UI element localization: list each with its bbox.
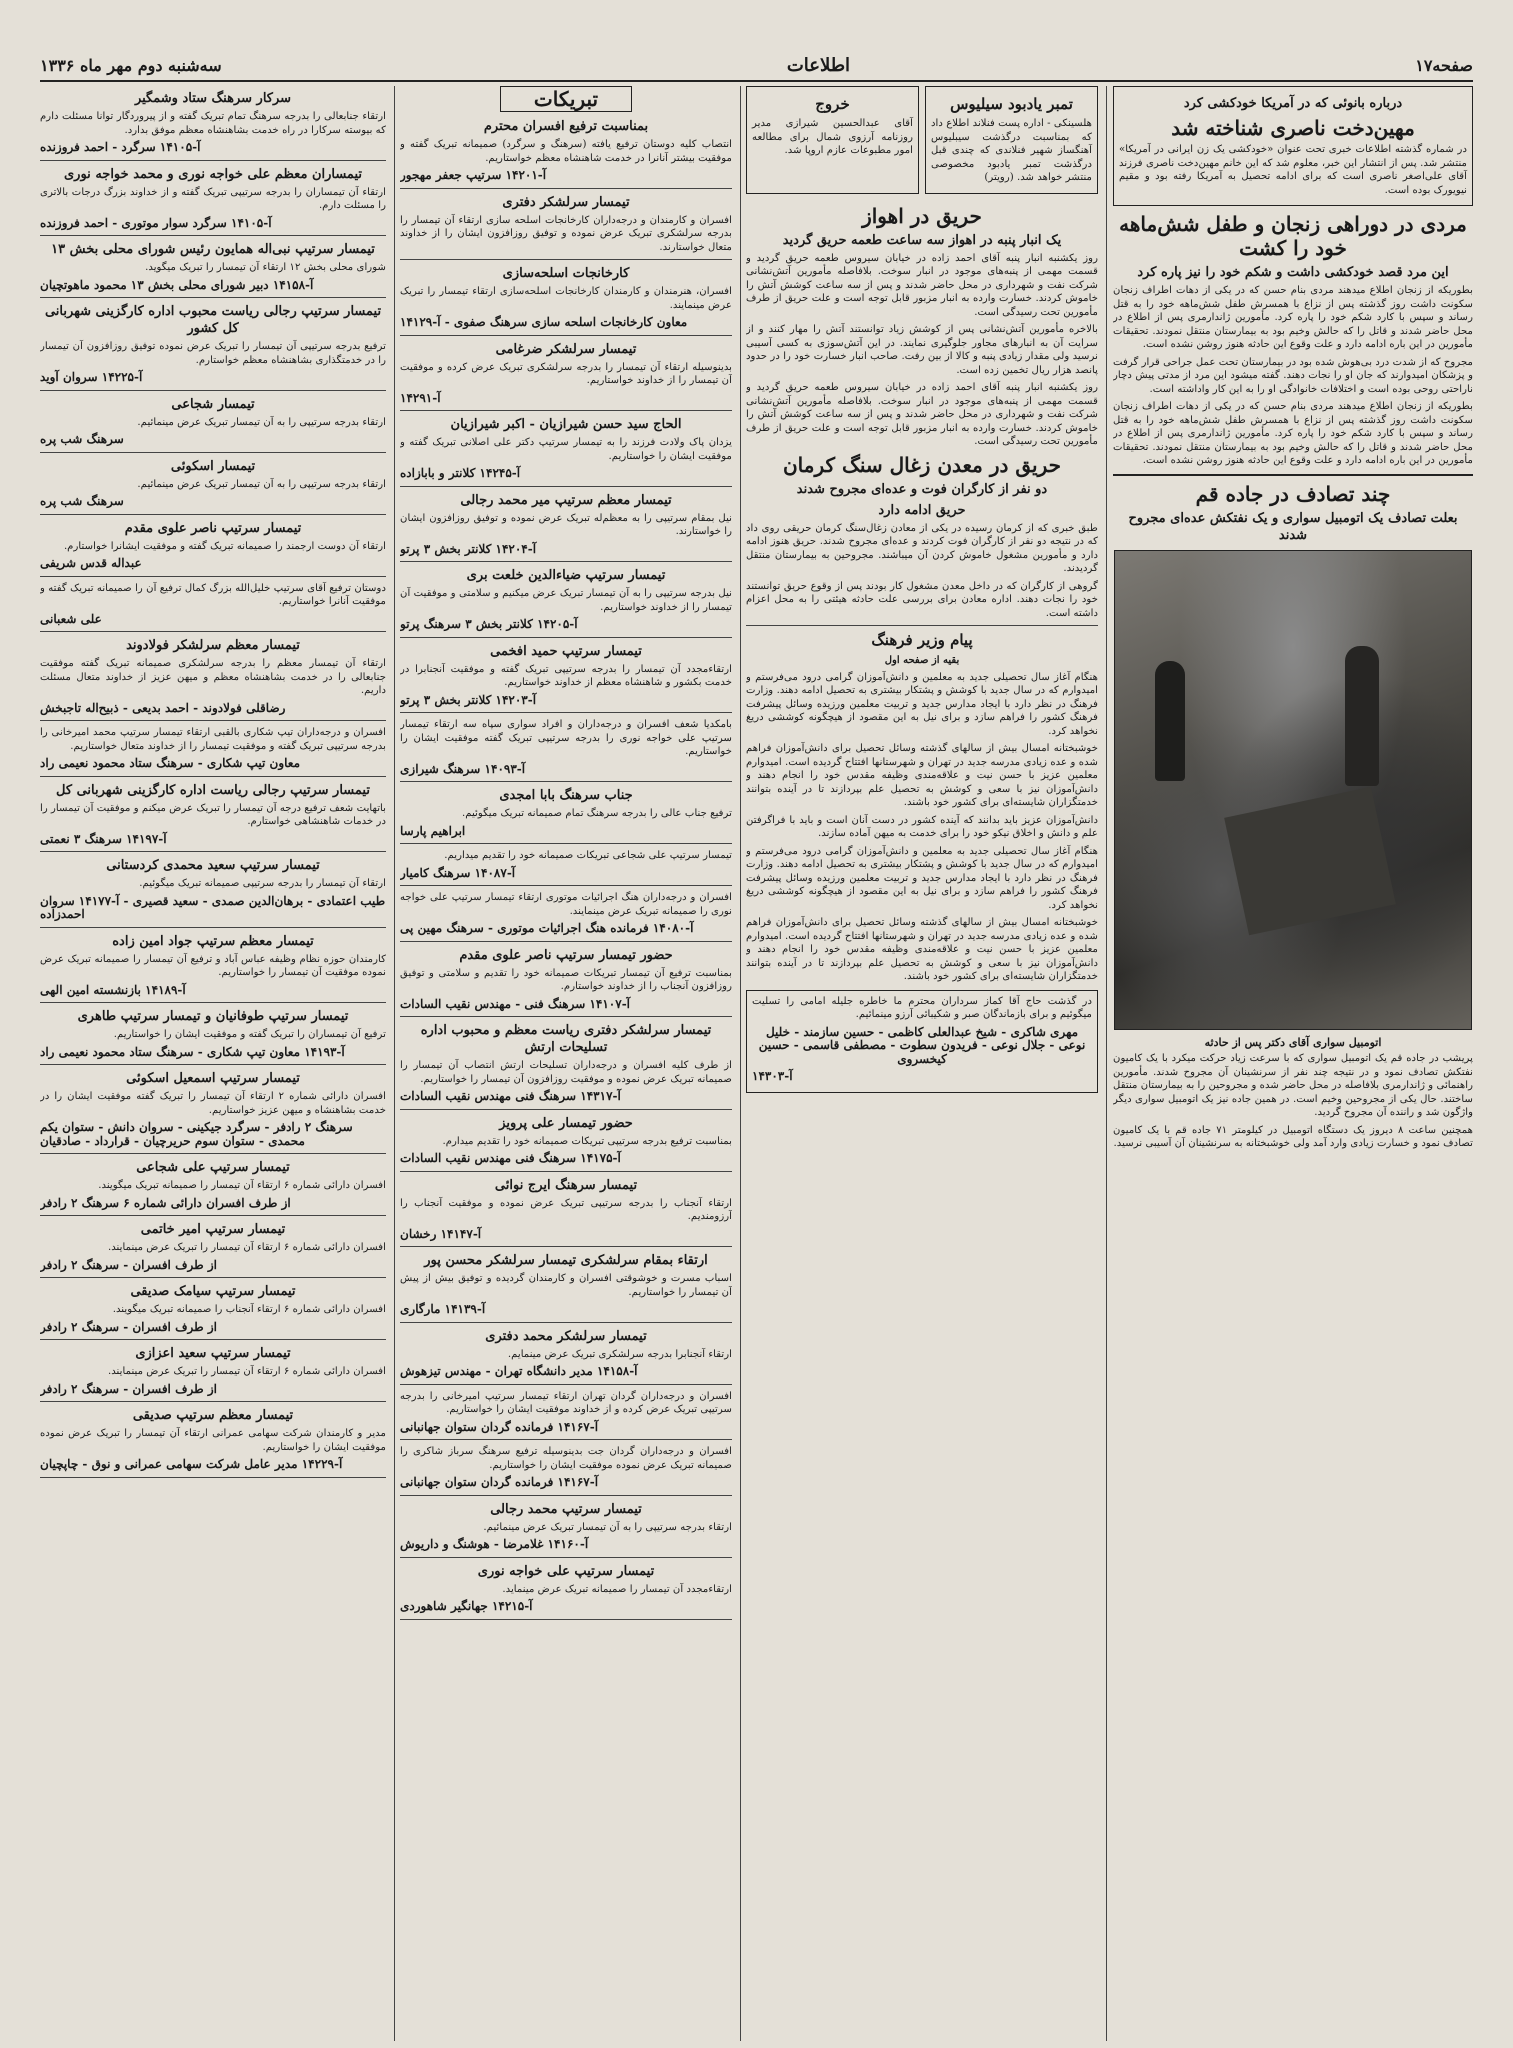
notice-signature: آ-۱۴۲۰۵ کلانتر بخش ۳ سرهنگ پرتو <box>400 617 578 631</box>
congrat-notice <box>40 1159 386 1216</box>
notice-signature: آ-۱۴۲۲۵ سروان آوید <box>40 370 143 384</box>
divider <box>40 1477 386 1478</box>
notice-signature: از طرف افسران - سرهنگ ۲ رادفر <box>40 1381 217 1396</box>
notice-signature: عبداله قدس شریفی <box>40 556 142 570</box>
condolence-ad <box>746 990 1098 1093</box>
notice-signature: آ-۱۴۱۵۸ دبیر شورای محلی بخش ۱۳ محمود ماهوتچیان <box>40 277 314 292</box>
notice-body: افسران و درجه‌داران گردان جت بدینوسیله ترفیع سرهنگ سرباز شاکری را صمیمانه تبریک عرض نموده موفقیت ایشان را خواستاریم. <box>400 1446 732 1471</box>
divider <box>400 941 732 942</box>
article-body: طبق خبری که از کرمان رسیده در یکی از معادن زغال‌سنگ کرمان حریقی روی داد که در نتیجه دو نفر از کارگران فوت کردند و عده‌ای مجروح شدند. حریق هنوز ادامه دارد و مأمورین مشغول خاموش کردن آن میباشند. مجروحین به بیمارستان منتقل گردیدند. <box>746 522 1098 574</box>
divider <box>400 885 732 886</box>
divider <box>40 390 386 391</box>
article-body: گروهی از کارگران که در داخل معدن مشغول کار بودند پس از وقوع حریق توانستند خود را نجات دهند. اداره معادن برای بررسی علت حادثه هیئتی را به محل اعزام داشته است. <box>746 580 1098 619</box>
notice-signature: آ-۱۴۱۰۵ سرگرد سوار موتوری - احمد فروزنده <box>40 215 272 230</box>
newspaper-name: اطلاعات <box>786 54 851 76</box>
accident-photo <box>1114 550 1472 1030</box>
notice-body: تیمسار سرتیپ علی شجاعی تبریکات صمیمانه خود را تقدیم میداریم. <box>444 850 732 861</box>
divider <box>40 1339 386 1340</box>
divider <box>40 1277 386 1278</box>
divider <box>400 486 732 487</box>
article-body: خوشبختانه امسال بیش از سالهای گذشته وسائل تحصیل برای دانش‌آموزان فراهم شده و عده زیادی مدرسه جدید در تهران و شهرستانها افتتاح گردیده است. امیدوارم معلمین عزیز با حسن نیت و علاقه‌مندی وظیفه مقدس خود را انجام دهند و دانش‌آموزان نیز با سعی و کوشش به تحصیل علم بپردازند تا در آینده بتوانند خدمتگزاران شایسته‌ای برای کشور خود باشند. <box>746 743 1098 808</box>
article-body: همچنین ساعت ۸ دیروز یک دستگاه اتومبیل در کیلومتر ۷۱ جاده قم با یک کامیون تصادف نمود و خسارت زیادی وارد آمد ولی خوشبختانه به سرنشینان آن آسیبی نرسید. <box>1113 1124 1473 1149</box>
notice-body: دوستان ترفیع آقای سرتیپ خلیل‌الله بزرگ کمال ترفیع آن را صمیمانه تبریک گفته و موفقیت آنانرا خواستاریم. <box>40 582 386 607</box>
notice-heading: تیمسار سرتیپ نبی‌اله همایون رئیس شورای محلی بخش ۱۳ <box>51 242 375 257</box>
box-title: تمبر یادبود سیلیوس <box>950 95 1073 113</box>
divider <box>40 235 386 236</box>
notice-body: ترفیع جناب عالی را بدرجه سرهنگ تمام صمیمانه تبریک میگوئیم. <box>461 808 732 819</box>
headline-zanjan: مردی در دوراهی زنجان و طفل شش‌ماهه خود را کشت <box>1119 212 1467 260</box>
notice-heading: سرکار سرهنگ ستاد وشمگیر <box>134 91 292 106</box>
notice-heading: بمناسبت ترفیع افسران محترم <box>483 119 649 134</box>
divider <box>400 1171 732 1172</box>
congrat-notice <box>400 1501 732 1558</box>
box-departure <box>746 86 919 194</box>
notice-heading: تیمسار سرلشکر دفتری <box>502 194 630 210</box>
notice-body: افسران و درجه‌داران هنگ اجرائیات موتوری ارتقاء تیمسار سرتیپ علی خواجه نوری را صمیمانه تبریک عرض مینمایند. <box>400 892 732 917</box>
column-rule <box>1106 86 1107 2041</box>
ad-code: آ-۱۴۳۰۳ <box>752 1069 793 1083</box>
notice-body: ارتقاء بدرجه سرتیپی را به آن تیمسار تبریک عرض مینمائیم. <box>137 416 386 428</box>
divider <box>400 1322 732 1323</box>
notice-heading: تیمسار سرهنگ ایرج نوائی <box>494 1177 638 1193</box>
notice-heading: تیمسار معظم سرتیپ میر محمد رجالی <box>460 492 672 508</box>
ad-text: در گذشت حاج آقا کماز سرداران محترم ما خاطره جلیله امامی را تسلیت میگوئیم و برای بازماندگان صبر و شکیبائی آرزو مینمائیم. <box>752 995 1092 1020</box>
column-rule <box>394 86 395 2041</box>
notice-signature: آ-۱۴۱۶۷ فرمانده گردان ستوان جهانبانی <box>400 1419 599 1434</box>
notice-body: ارتقاء بدرجه سرتیپی را به آن تیمسار تبریک عرض مینمائیم. <box>483 1521 732 1533</box>
notice-body: بامکدیا شعف افسران و درجه‌داران و افراد سواری سپاه سه ارتقاء تیمسار سرتیپ علی خواجه نوری را بدرجه سرتیپی تبریک گفته موفقیت ایشان را خواستاریم. <box>400 719 732 757</box>
notice-body: ارتقاء آن تیمسار را بدرجه سرتیپی صمیمانه تبریک میگوئیم. <box>139 878 386 889</box>
notice-body: ارتقاء جنابعالی را بدرجه سرهنگ تمام تبریک گفته و از پیروردگار توانا مسئلت دارم که بیوسته سرکارا در راه خدمت بشاهنشاه معظم موفق بدارد. <box>40 111 386 136</box>
notice-body: افسران دارائی شماره ۶ ارتقاء آن تیمسار را تبریک عرض مینمایند. <box>107 1242 386 1253</box>
notice-signature: آ-۱۴۱۰۵ سرگرد - احمد فروزنده <box>40 140 201 154</box>
notice-body: ارتقاء آن تیمسار معظم را بدرجه سرلشکری صمیمانه تبریک گفته موفقیت جنابعالی را در خدمت بشاهنشاه معظم و میهن عزیز از خداوند متعال مسئلت داریم. <box>40 658 386 696</box>
notice-signature: آ-۱۴۱۳۹ مارگاری <box>400 1302 486 1316</box>
notice-signature: آ-۱۴۰۸۰ فرمانده هنگ اجرائیات موتوری - سرهنگ مهین پی <box>400 921 694 935</box>
notice-signature: علی شعبانی <box>40 611 102 626</box>
article-body: روز یکشنبه انبار پنبه آقای احمد زاده در خیابان سیروس طعمه حریق گردید و قسمت مهمی از پنبه‌های موجود در انبار سوخت. بلافاصله مأمورین آتش‌نشانی شرکت نفت و شهرداری در محل حاضر شدند و پس از سه ساعت کوشش آتش را خاموش کردند. خسارت وارده به انبار مزبور قابل توجه است و علت حریق از طرف مأمورین تحت رسیدگی است. <box>746 252 1098 318</box>
notice-body: باتهایت شعف ترفیع درجه آن تیمسار را تبریک عرض میکنم و موفقیت آن تیمسار را در خدمات شاهنشاهی خواستارم. <box>40 802 386 827</box>
page-header <box>40 50 1473 82</box>
congrat-notice <box>400 1563 732 1620</box>
divider <box>40 1153 386 1154</box>
notice-body: ارتقاء بدرجه سرتیپی را به آن تیمسار تبریک عرض مینمائیم. <box>137 478 386 490</box>
notice-body: افسران دارائی شماره ۶ ارتقاء آن تیمسار را تبریک عرض مینمایند. <box>107 1366 386 1377</box>
congrat-notice <box>400 643 732 714</box>
notice-heading: الحاج سید حسن شیرازیان - اکبر شیرازیان <box>450 417 682 432</box>
notice-heading: تیمسار سرتیپ طوفانیان و تیمسار سرتیپ طاهری <box>77 1009 349 1024</box>
article-body: دانش‌آموزان عزیز باید بدانند که آینده کشور در دست آنان است و باید با فراگرفتن علم و دانش و اخلاق نیکو خود را برای خدمت به میهن آماده سازند. <box>746 814 1098 839</box>
notice-heading: تیمسار سرلشکر دفتری ریاست معظم و محبوب اداره تسلیحات ارتش <box>420 1023 712 1055</box>
article-body: هنگام آغاز سال تحصیلی جدید به معلمین و دانش‌آموزان گرامی درود می‌فرستم و امیدوارم که در سال جدید با کوشش و پشتکار بیشتری به تحصیل ادامه دهند. وزارت فرهنگ در نظر دارد با ایجاد مدارس جدید و تربیت معلمین ورزیده وسائل پیشرفت فرهنگ کشور را فراهم سازد و برای نیل به این مقصود از هیچگونه کوششی دریغ نخواهد کرد. <box>746 845 1098 911</box>
divider <box>40 631 386 632</box>
divider <box>400 1557 732 1558</box>
section-title: تبریکات <box>500 86 632 112</box>
notice-heading: تیمسار سرتیپ علی خواجه نوری <box>477 1563 655 1579</box>
congrat-notice <box>400 265 732 336</box>
headline-qom: چند تصادف در جاده قم <box>1195 481 1391 506</box>
congrat-notice <box>40 303 386 391</box>
page-number: صفحه۱۷ <box>1415 55 1473 75</box>
notice-body: شورای محلی بخش ۱۲ ارتقاء آن تیمسار را تبریک میگوید. <box>145 262 386 273</box>
notice-body: انتصاب کلیه دوستان ترفیع یافته (سرهنگ و سرگرد) صمیمانه تبریک گفته و موفقیت بیشتر آنانرا در خدمت شاهنشاه معظم خواستاریم. <box>400 139 732 164</box>
notice-signature: آ-۱۴۲۱۵ جهانگیر شاهوردی <box>400 1599 533 1613</box>
continued-note: بقیه از صفحه اول <box>884 655 960 666</box>
divider <box>400 410 732 411</box>
notice-heading: تیمسار سرلشکر ضرغامی <box>495 341 637 357</box>
headline-kerman: حریق در معدن زغال سنگ کرمان <box>782 452 1062 477</box>
photo-caption: اتومبیل سواری آقای دکتر پس از حادثه <box>1204 1035 1382 1049</box>
notice-body: بمناسبت ترفیع آن تیمسار تبریکات صمیمانه خود را تقدیم و سلامتی و توفیق روزافزون آنجناب را از خداوند خواستارم. <box>400 967 732 992</box>
notice-heading: تیمسار اسکوئی <box>170 458 256 474</box>
column-news-1 <box>1113 86 1473 2046</box>
congrat-notice <box>40 1008 386 1065</box>
divider <box>40 514 386 515</box>
kicker: درباره بانوئی که در آمریکا خودکشی کرد <box>1183 96 1403 111</box>
photo-figure <box>1345 646 1379 786</box>
notice-heading: تیمساران معظم علی خواجه نوری و محمد خواجه نوری <box>64 166 362 182</box>
notice-heading: تیمسار معظم سرتیپ جواد امین زاده <box>112 933 314 949</box>
notice-heading: تیمسار سرتیپ رجالی ریاست محبوب اداره کارگزینی شهربانی کل کشور <box>44 304 382 336</box>
notice-body: افسران دارائی شماره ۶ ارتقاء آنجناب را صمیمانه تبریک میگویند. <box>112 1304 386 1315</box>
divider <box>400 1016 732 1017</box>
divider <box>400 637 732 638</box>
congrat-notice <box>40 1070 386 1154</box>
congrat-notice <box>400 1252 732 1323</box>
notice-body: ارتقاءمجدد آن تیمسار را صمیمانه تبریک عرض مینماید. <box>502 1583 732 1595</box>
notice-signature: معاون کارخانجات اسلحه سازی سرهنگ صفوی - آ-۱۴۱۲۹ <box>400 315 688 329</box>
headline-minister: پیام وزیر فرهنگ <box>871 631 973 649</box>
article-body: روز یکشنبه انبار پنبه آقای احمد زاده در خیابان سیروس طعمه حریق گردید و قسمت مهمی از پنبه‌های موجود در انبار سوخت. بلافاصله مأمورین آتش‌نشانی شرکت نفت و شهرداری در محل حاضر شدند و پس از سه ساعت کوشش آتش را خاموش کردند. خسارت وارده به انبار مزبور قابل توجه است و علت حریق از طرف مأمورین تحت رسیدگی است. <box>746 382 1098 447</box>
congrat-notice <box>40 1407 386 1478</box>
congrat-notice <box>400 891 732 942</box>
divider <box>400 1619 732 1620</box>
congrat-notice <box>40 1283 386 1340</box>
divider <box>40 576 386 577</box>
divider <box>400 781 732 782</box>
notice-heading: تیمسار سرتیپ سیامک صدیقی <box>130 1284 296 1299</box>
notice-signature: ابراهیم پارسا <box>400 823 466 838</box>
divider <box>400 843 732 844</box>
column-congratulations <box>400 86 732 2046</box>
photo-figure <box>1155 661 1185 781</box>
subhead-qom: بعلت تصادف یک اتومبیل سواری و یک نفتکش عده‌ای مجروح شدند <box>1128 510 1458 543</box>
notice-body: ترفیع آن تیمساران را تبریک گفته و موفقیت ایشان را خواستاریم. <box>113 1029 386 1040</box>
congrat-notice <box>40 726 386 777</box>
notice-body: ارتقاء آنجناب را بدرجه سرتیپی تبریک عرض نموده و موفقیت آنجناب را آرزومندیم. <box>400 1197 732 1222</box>
notice-heading: کارخانجات اسلحه‌سازی <box>502 266 630 281</box>
notice-signature: آ-۱۴۲۲۹ مدیر عامل شرکت سهامی عمرانی و نوق - چاپچیان <box>40 1457 343 1471</box>
congrat-notice <box>400 194 732 261</box>
photo-wreck <box>1224 786 1396 935</box>
congrat-notice <box>400 1445 732 1496</box>
congrat-notice <box>40 782 386 853</box>
notice-signature: آ-۱۴۱۰۷ سرهنگ فنی - مهندس نقیب السادات <box>400 996 631 1011</box>
notice-heading: تیمسار سرتیپ علی شجاعی <box>136 1160 290 1175</box>
column-news-2 <box>746 86 1098 2046</box>
notice-signature: آ-۱۴۱۶۷ فرمانده گردان ستوان جهانبانی <box>400 1475 599 1489</box>
notice-body: ارتقاء آن تیمساران را بدرجه سرتیپی تبریک گفته و از خداوند بزرگ درجات بالاتری را مسئلت دارم. <box>40 186 386 211</box>
notice-signature: آ-۱۴۱۹۷ سرهنگ ۳ نعمتی <box>40 831 167 846</box>
divider <box>400 712 732 713</box>
notice-body: ترفیع بدرجه سرتیپی آن تیمسار را تبریک عرض نموده توفیق روزافزون آن تیمسار را در خدمتگذاری بشاهنشاه معظم خواستارم. <box>40 341 386 366</box>
notice-heading: تیمسار سرتیپ سعید محمدی کردستانی <box>106 858 320 873</box>
issue-date: سه‌شنبه دوم مهر ماه ۱۳۳۶ <box>40 55 222 75</box>
divider <box>400 259 732 260</box>
article-body: پریشب در جاده قم یک اتومبیل سواری که با سرعت زیاد حرکت میکرد با یک کامیون نفتکش تصادف نمود و در نتیجه چند نفر از سرنشینان آن مجروح شدند. مأمورین راهنمائی و ژاندارمری بلافاصله در محل حاضر شده و مجروحین را به بیمارستان منتقل ساختند. حال یکی از مجروحین وخیم است. در همین جاده نیز یک اتومبیل سواری دیگر واژگون شد و راننده آن مجروح گردید. <box>1113 1053 1473 1118</box>
congrat-notice <box>40 933 386 1004</box>
box-body: هلسینکی - اداره پست فنلاند اطلاع داد که بمناسبت درگذشت سیبلیوس آهنگساز شهیر فنلاندی که چندی قبل درگذشت تمبر یادبود مخصوصی منتشر خواهد شد. (رویتر) <box>931 118 1092 183</box>
congrat-notice <box>40 637 386 721</box>
divider <box>40 927 386 928</box>
divider <box>400 1384 732 1385</box>
notice-signature: آ-۱۴۱۹۳ معاون تیپ شکاری - سرهنگ ستاد محمود نعیمی راد <box>40 1044 345 1059</box>
notice-signature: آ-۱۴۱۸۹ بازنشسته امین الهی <box>40 982 186 997</box>
notice-signature: معاون تیپ شکاری - سرهنگ ستاد محمود نعیمی راد <box>40 756 301 770</box>
notice-signature: سرهنگ شب پره <box>40 494 124 508</box>
article-body: بالاخره مأمورین آتش‌نشانی پس از کوشش زیاد توانستند آتش را مهار کنند و از سرایت آن به انبارهای مجاور جلوگیری نمایند. در این آتش‌سوزی به کسی آسیبی نرسید ولی مقدار زیادی پنبه و کالا از بین رفت. صاحب انبار خسارت خود را در حدود پانصد هزار ریال تخمین زده است. <box>746 324 1098 376</box>
headline: مهین‌دخت ناصری شناخته شد <box>1171 116 1415 140</box>
notice-body: ارتقاء آنجنابرا بدرجه سرلشکری تبریک عرض مینمایم. <box>507 1348 732 1360</box>
notice-heading: تیمسار سرتیپ ضیاءالدین خلعت بری <box>466 568 666 583</box>
notice-body: نیل بدرجه سرتیپی را به آن تیمسار تبریک عرض میکنیم و سلامتی و موفقیت آن تیمسار را از خداوند خواستاریم. <box>400 588 732 613</box>
congrat-notice <box>400 1177 732 1248</box>
story-mahindokht <box>1113 86 1473 206</box>
box-body: آقای عبدالحسین شیرازی مدیر روزنامه آرزوی شمال برای مطالعه امور مطبوعات عازم اروپا شد. <box>752 118 913 156</box>
notice-heading: تیمسار سرتیپ امیر خاتمی <box>140 1222 286 1237</box>
notice-signature: سرهنگ ۲ رادفر - سرگرد جیکینی - سروان دانش - ستوان یکم محمدی - ستوان سوم حریرچیان - قرارداد - صادقیان <box>40 1120 353 1148</box>
notice-heading: تیمسار سرتیپ سعید اعزازی <box>135 1346 291 1361</box>
divider <box>40 1401 386 1402</box>
notice-body: مدیر و کارمندان شرکت سهامی عمرانی ارتقاء آن تیمسار را تبریک عرض نموده موفقیت ایشان را خواستاریم. <box>40 1428 386 1453</box>
congrat-notice <box>400 416 732 487</box>
notice-heading: حضور تیمسار علی پرویز <box>499 1115 633 1131</box>
divider <box>40 1064 386 1065</box>
notice-body: کارمندان حوزه نظام وظیفه عباس آباد و ترفیع آن تیمسار را صمیمانه تبریک عرض نموده موفقیت آن تیمسار را خواستاریم. <box>40 953 386 978</box>
congrat-notice <box>40 90 386 161</box>
notice-body: یزدان پاک ولادت فرزند را به تیمسار سرتیپ دکتر علی اصلانی تبریک گفته و موفقیت ایشان را خواستاریم. <box>400 437 732 462</box>
notice-body: نیل بمقام سرتیپی را به معظم‌له تبریک عرض نموده و توفیق روزافزون ایشان را خواستارند. <box>400 512 732 537</box>
notice-body: اسباب مسرت و خوشوقتی افسران و کارمندان گردیده و توفیق بیش از پیش آن تیمسار را خواستاریم. <box>400 1273 732 1298</box>
notice-heading: تیمسار شجاعی <box>171 396 255 412</box>
notice-signature: طیب اعتمادی - برهان‌الدین صمدی - سعید قصیری - آ-۱۴۱۷۷ سروان احمدزاده <box>40 893 386 921</box>
notice-heading: تیمسار سرلشکر محمد دفتری <box>485 1328 647 1344</box>
notice-body: افسران و کارمندان و درجه‌داران کارخانجات اسلحه سازی ارتقاء آن تیمسار را بدرجه سرلشکری تبریک عرض نموده و توفیق روزافزون ایشان را از خداوند متعال خواستارند. <box>400 214 732 253</box>
divider <box>400 335 732 336</box>
congrat-notice <box>400 1390 732 1441</box>
notice-signature: آ-۱۴۳۱۷ سرهنگ فنی مهندس نقیب السادات <box>400 1089 621 1103</box>
headline-ahvaz: حریق در اهواز <box>862 203 982 228</box>
notice-body: افسران و درجه‌داران گردان تهران ارتقاء تیمسار سرتیپ امیرخانی را بدرجه سرتیپی تبریک عرض کرده و از خداوند موفقیت ایشان را خواستاریم. <box>400 1390 732 1415</box>
divider <box>40 1002 386 1003</box>
article-body: هنگام آغاز سال تحصیلی جدید به معلمین و دانش‌آموزان گرامی درود می‌فرستم و امیدوارم که در سال جدید با کوشش و پشتکار بیشتری به تحصیل ادامه دهند. وزارت فرهنگ در نظر دارد با ایجاد مدارس جدید و تربیت معلمین ورزیده وسائل پیشرفت فرهنگ کشور را فراهم سازد و برای نیل به این مقصود از هیچگونه کوششی دریغ نخواهد کرد. <box>746 671 1098 737</box>
divider <box>40 776 386 777</box>
congrat-notice <box>400 787 732 844</box>
notice-signature: آ-۱۴۲۰۳ کلانتر بخش ۳ پرتو <box>400 692 537 707</box>
notice-body: ارتقاء آن دوست ارجمند را صمیمانه تبریک گفته و موفقیت ایشانرا خواستارم. <box>63 540 386 552</box>
subhead-kerman-2: حریق ادامه دارد <box>878 502 966 518</box>
notice-heading: تیمسار سرتیپ رجالی ریاست اداره کارگزینی شهربانی کل <box>56 782 370 798</box>
notice-body: بدینوسیله ارتقاء آن تیمسار را بدرجه سرلشکری تبریک عرض کرده و موفقیت آن تیمسار را از خداوند خواستاریم. <box>400 361 732 386</box>
article-body: بطوریکه از زنجان اطلاع میدهند مردی بنام حسن که در یکی از دهات اطراف زنجان سکونت داشت روز گذشته پس از نزاع با همسرش طفل شش‌ماهه خود را به قتل رساند و سپس با کارد شکم خود را پاره کرد. مأمورین ژاندارمری پس از اطلاع در محل حاضر شدند و قاتل را که حالش وخیم بود به بیمارستان منتقل نمودند. تحقیقات مأمورین در این باره ادامه دارد و علت وقوع این حادثه هنوز روشن نشده است. <box>1113 401 1473 466</box>
notice-heading: تیمسار سرتیپ ناصر علوی مقدم <box>124 520 302 536</box>
notice-body: از طرف کلیه افسران و درجه‌داران تسلیحات ارتش انتصاب آن تیمسار را صمیمانه تبریک عرض نموده و موفقیت روزافزون آن تیمسار را خواستاریم. <box>400 1060 732 1085</box>
congrat-notice <box>400 1328 732 1385</box>
notice-body: ارتقاءمجدد آن تیمسار را بدرجه سرتیپی تبریک گفته و موفقیت آنجنابرا در خدمت بکشور و شاهنشاه معظم از خداوند خواستاریم. <box>400 663 732 688</box>
congrat-notice <box>400 947 732 1018</box>
congrat-notice <box>400 341 732 412</box>
divider <box>40 851 386 852</box>
column-rule <box>740 86 741 2041</box>
congrat-notice <box>40 458 386 515</box>
notice-body: افسران، هنرمندان و کارمندان کارخانجات اسلحه‌سازی ارتقاء تیمسار را تبریک عرض مینمایند. <box>400 286 732 311</box>
divider <box>400 188 732 189</box>
column-congratulations-2 <box>40 86 386 2046</box>
divider <box>40 1215 386 1216</box>
notice-signature: آ-۱۴۲۴۵ کلانتر و بابازاده <box>400 466 521 480</box>
notice-heading: تیمسار معظم سرلشکر فولادوند <box>126 638 300 653</box>
divider <box>40 160 386 161</box>
congrat-notice <box>40 1345 386 1402</box>
notice-heading: ارتقاء بمقام سرلشکری تیمسار سرلشکر محسن پور <box>424 1253 708 1268</box>
notice-signature: از طرف افسران دارائی شماره ۶ سرهنگ ۲ رادفر <box>40 1195 291 1210</box>
divider <box>746 625 1098 626</box>
congrat-notice <box>40 166 386 237</box>
article-body: بطوریکه از زنجان اطلاع میدهند مردی بنام حسن که در یکی از دهات اطراف زنجان سکونت داشت روز گذشته پس از نزاع با همسرش طفل شش‌ماهه خود را به قتل رساند و سپس با کارد شکم خود را پاره کرد. مأمورین ژاندارمری پس از اطلاع در محل حاضر شدند و قاتل را که حالش وخیم بود به بیمارستان منتقل نمودند. تحقیقات مأمورین در این باره ادامه دارد و علت وقوع این حادثه هنوز روشن نشده است. <box>1113 285 1473 350</box>
congrat-notice <box>400 1022 732 1110</box>
divider <box>400 1246 732 1247</box>
notice-signature: آ-۱۴۲۹۱ <box>400 390 441 405</box>
congrat-notice <box>40 582 386 633</box>
notice-signature: سرهنگ شب پره <box>40 432 124 446</box>
divider <box>1113 474 1473 476</box>
article-body: مجروح که از شدت درد بی‌هوش شده بود در بیمارستان تحت عمل جراحی قرار گرفت و پزشکان امیدوارند که جان او را نجات دهند. گفته میشود این مرد از مدتی پیش دچار ناراحتی روحی بوده است و اختلافات خانوادگی او را به این کار واداشته است. <box>1113 356 1473 395</box>
notice-heading: تیمسار سرتیپ حمید افخمی <box>490 643 642 659</box>
congrat-notice <box>400 1115 732 1172</box>
notice-body: افسران دارائی شماره ۲ ارتقاء آن تیمسار را تبریک گفته موفقیت ایشان را در خدمت بشاهنشاه و میهن عزیز خواستاریم. <box>40 1091 386 1116</box>
ad-names: مهری شاکری - شیخ عبدالعلی کاظمی - حسین سازمند - خلیل نوعی - جلال نوعی - فریدون سطوت - مصطفی قاسمی - حسین کیخسروی <box>758 1024 1086 1066</box>
divider <box>40 297 386 298</box>
article-body: در شماره گذشته اطلاعات خبری تحت عنوان «خودکشی یک زن ایرانی در آمریکا» منتشر شد. پس از انتشار این خبر، معلوم شد که این خانم مهین‌دخت ناصری فرزند آقای علی‌اصغر ناصری است که برای ادامه تحصیل به آمریکا رفته بود و مقیم نیویورک بوده است. <box>1119 144 1467 196</box>
divider <box>40 720 386 721</box>
notice-signature: آ-۱۴۱۵۸ مدیر دانشگاه تهران - مهندس تیزهوش <box>400 1364 638 1378</box>
divider <box>400 1439 732 1440</box>
notice-signature: آ-۱۴۱۴۷ رخشان <box>400 1226 482 1241</box>
congrat-notice <box>40 520 386 577</box>
congrat-notice <box>400 849 732 886</box>
subhead-kerman: دو نفر از کارگران فوت و عده‌ای مجروح شدند <box>796 481 1048 497</box>
notice-signature: آ-۱۴۲۰۴ کلانتر بخش ۳ پرتو <box>400 541 537 556</box>
notice-body: بمناسبت ترفیع بدرجه سرتیپی تبریکات صمیمانه خود را تقدیم میدارم. <box>442 1135 732 1147</box>
divider <box>400 1495 732 1496</box>
notice-signature: از طرف افسران - سرهنگ ۲ رادفر <box>40 1319 217 1334</box>
notice-heading: جناب سرهنگ بابا امجدی <box>499 788 633 803</box>
congrat-notice <box>40 1221 386 1278</box>
notice-heading: حضور تیمسار سرتیپ ناصر علوی مقدم <box>459 947 673 963</box>
notice-signature: رضاقلی فولادوند - احمد بدیعی - ذبیح‌اله تاجبخش <box>40 700 286 715</box>
congrat-notice <box>40 241 386 298</box>
notice-signature: آ-۱۴۱۶۰ غلامرضا - هوشنگ و داریوش <box>400 1537 589 1551</box>
congrat-notice <box>40 857 386 928</box>
divider <box>400 1109 732 1110</box>
divider <box>40 452 386 453</box>
box-stamp <box>925 86 1098 194</box>
congrat-notice <box>400 492 732 563</box>
notice-heading: تیمسار معظم سرتیپ صدیقی <box>132 1408 294 1423</box>
article-body: خوشبختانه امسال بیش از سالهای گذشته وسائل تحصیل برای دانش‌آموزان فراهم شده و عده زیادی مدرسه جدید در تهران و شهرستانها افتتاح گردیده است. امیدوارم معلمین عزیز با حسن نیت و علاقه‌مندی وظیفه مقدس خود را انجام دهند و دانش‌آموزان نیز با سعی و کوشش به تحصیل علم بپردازند تا در آینده بتوانند خدمتگزاران شایسته‌ای برای کشور خود باشند. <box>746 917 1098 982</box>
subhead-zanjan: این مرد قصد خودکشی داشت و شکم خود را نیز پاره کرد <box>1137 265 1449 280</box>
notice-signature: آ-۱۴۰۸۷ سرهنگ کامیار <box>400 865 516 880</box>
notice-signature: آ-۱۴۲۰۱ سرتیپ جعفر مهجور <box>400 168 547 182</box>
notice-body: افسران و درجه‌داران تیپ شکاری بالقبی ارتقاء تیمسار سرتیپ محمد امیرخانی را بدرجه سرتیپی تبریک گفته و موفقیت تیمسار را از خداوند متعال خواستاریم. <box>40 727 386 752</box>
notice-signature: آ-۱۴۰۹۳ سرهنگ شیرازی <box>400 761 526 776</box>
notice-signature: از طرف افسران - سرهنگ ۲ رادفر <box>40 1257 217 1272</box>
notice-heading: تیمسار سرتیپ محمد رجالی <box>490 1501 642 1517</box>
congrat-notice <box>400 718 732 782</box>
box-title: خروج <box>815 95 850 113</box>
congrat-notice <box>40 396 386 453</box>
notice-signature: آ-۱۴۱۷۵ سرهنگ فنی مهندس نقیب السادات <box>400 1151 621 1165</box>
divider <box>400 561 732 562</box>
congrat-notice <box>400 567 732 638</box>
notice-heading: تیمسار سرتیپ اسمعیل اسکوئی <box>126 1071 300 1086</box>
notice-body: افسران دارائی شماره ۶ ارتقاء آن تیمسار را صمیمانه تبریک میگویند. <box>98 1180 386 1191</box>
subhead-ahvaz: یک انبار پنبه در اهواز سه ساعت طعمه حریق گردید <box>782 232 1062 248</box>
congrat-notice <box>400 118 732 189</box>
